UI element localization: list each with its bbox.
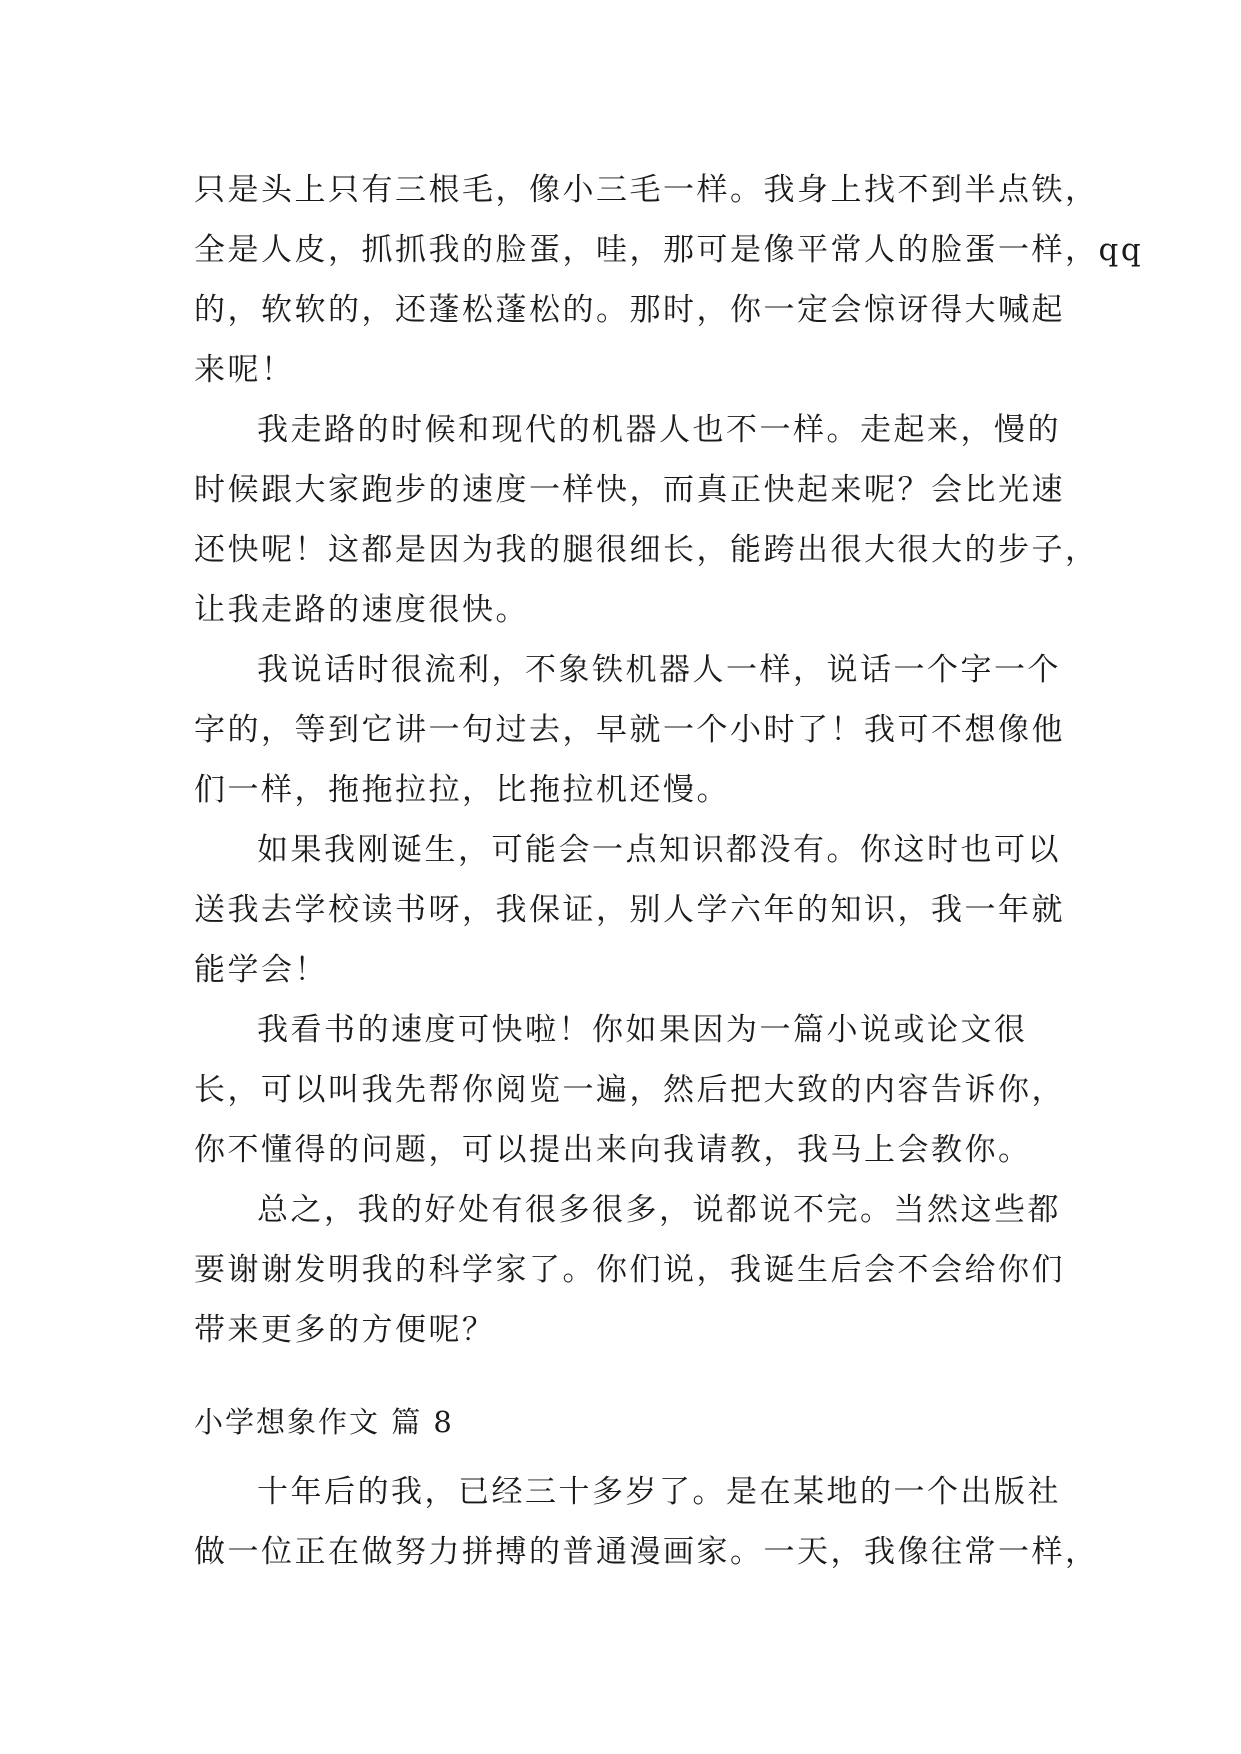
text-line: 的，软软的，还蓬松蓬松的。那时，你一定会惊讶得大喊起 (194, 292, 1065, 328)
section-heading: 小学想象作文 篇 8 (194, 1405, 454, 1439)
text-line: 长，可以叫我先帮你阅览一遍，然后把大致的内容告诉你， (194, 1072, 1065, 1108)
text-line: 送我去学校读书呀，我保证，别人学六年的知识，我一年就 (194, 892, 1065, 928)
text-line: 只是头上只有三根毛，像小三毛一样。我身上找不到半点铁， (194, 172, 1099, 208)
text-line: 如果我刚诞生，可能会一点知识都没有。你这时也可以 (257, 832, 1061, 868)
text-line: 要谢谢发明我的科学家了。你们说，我诞生后会不会给你们 (194, 1252, 1065, 1288)
text-line: 时候跟大家跑步的速度一样快，而真正快起来呢？会比光速 (194, 472, 1065, 508)
text-line: 我走路的时候和现代的机器人也不一样。走起来，慢的 (257, 412, 1061, 448)
text-line: 带来更多的方便呢？ (194, 1312, 496, 1348)
text-line: 总之，我的好处有很多很多，说都说不完。当然这些都 (257, 1192, 1061, 1228)
text-line: 还快呢！这都是因为我的腿很细长，能跨出很大很大的步子， (194, 532, 1099, 568)
text-line: 能学会！ (194, 952, 328, 988)
text-line: 我看书的速度可快啦！你如果因为一篇小说或论文很 (257, 1012, 1028, 1048)
text-line: 十年后的我，已经三十多岁了。是在某地的一个出版社 (257, 1474, 1061, 1510)
text-line: 们一样，拖拖拉拉，比拖拉机还慢。 (194, 772, 730, 808)
text-line: 我说话时很流利，不象铁机器人一样，说话一个字一个 (257, 652, 1061, 688)
text-line: 来呢！ (194, 352, 295, 388)
text-line: 全是人皮，抓抓我的脸蛋，哇，那可是像平常人的脸蛋一样，qq (194, 232, 1144, 268)
text-line: 让我走路的速度很快。 (194, 592, 529, 628)
text-line: 做一位正在做努力拼搏的普通漫画家。一天，我像往常一样， (194, 1534, 1099, 1570)
text-line: 字的，等到它讲一句过去，早就一个小时了！我可不想像他 (194, 712, 1065, 748)
text-line: 你不懂得的问题，可以提出来向我请教，我马上会教你。 (194, 1132, 1032, 1168)
